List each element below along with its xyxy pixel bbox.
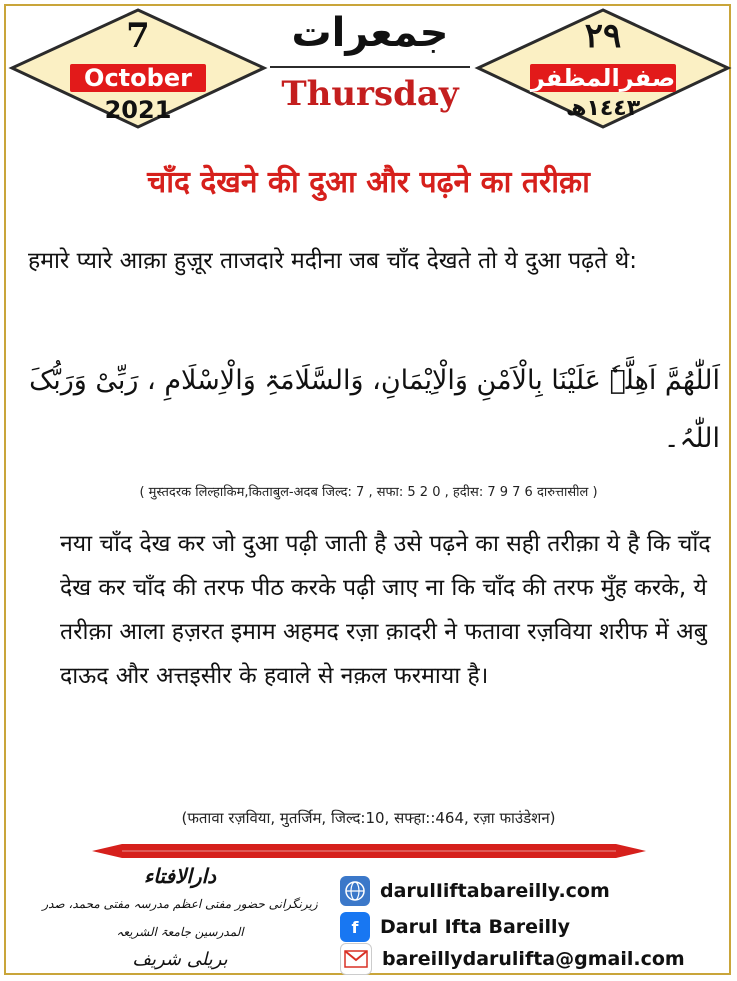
fatawa-reference: (फतावा रज़विया, मुतर्जिम, जिल्द:10, सफ्हा::464, रज़ा फाउंडेशन): [181, 809, 556, 827]
page-title: चाँद देखने की दुआ और पढ़ने का तरीक़ा: [147, 165, 590, 200]
gregorian-date-badge: [8, 6, 268, 131]
intro-paragraph: हमारे प्यारे आक़ा हुज़ूर ताजदारे मदीना जब चाँद देखते तो ये दुआ पढ़ते थे:: [28, 248, 637, 274]
facebook-contact[interactable]: [340, 910, 570, 944]
hijri-year: ١٤٤٣ھ: [565, 96, 641, 121]
email-contact[interactable]: [340, 942, 685, 976]
gregorian-month: October: [70, 64, 206, 92]
darul-ifta-credit: [30, 862, 330, 974]
credit-line-2: زیرنگرانی حضور مفتی اعظم مدرسہ مفتی محمد، صدر المدرسین جامعۃ الشریعہ: [42, 897, 318, 939]
red-divider: [92, 842, 646, 860]
hadith-reference: ( मुस्तदरक लिल्हाकिम,किताबुल-अदब जिल्द: 7 , सफा: 5 2 0 , हदीस: 7 9 7 6 दारुत्तासील ): [139, 485, 598, 500]
method-paragraph: नया चाँद देख कर जो दुआ पढ़ी जाती है उसे पढ़ने का सही तरीक़ा ये है कि चाँद देख कर चाँद की तरफ पीठ करके पढ़ी जाए ना कि चाँद की तरफ मुँह करके, ये तरीक़ा आला हज़रत इमाम अहमद रज़ा क़ादरी ने फतावा रज़विया शरीफ में अबु दाऊद और अत्तइसीर के हवाले से नक़ल फरमाया है।: [60, 531, 711, 689]
facebook-icon: f: [340, 912, 370, 942]
facebook-link[interactable]: Darul Ifta Bareilly: [380, 916, 570, 938]
day-name-english: Thursday: [281, 74, 459, 114]
gregorian-day: 7: [126, 16, 150, 56]
gmail-icon: [340, 943, 372, 975]
website-link[interactable]: darulIiftabareilly.com: [380, 880, 610, 902]
gregorian-year: 2021: [104, 96, 172, 124]
day-name-urdu: جمعرات: [291, 10, 449, 56]
credit-line-1: دارالافتاء: [143, 864, 217, 888]
website-contact[interactable]: [340, 874, 610, 908]
dua-arabic-text: اَللّٰھُمَّ اَھِلَّہٗ عَلَیْنَا بِالْاَمْنِ وَالْاِیْمَانِ، وَالسَّلَامَۃِ وَالْاِسْلَامِ ، رَبِّیْ وَرَبُّکَ اللّٰہُ۔: [29, 365, 720, 454]
email-link[interactable]: bareillydarulifta@gmail.com: [382, 948, 685, 970]
credit-line-3: بریلی شریف: [132, 949, 228, 970]
hijri-day: ۲۹: [584, 16, 622, 56]
globe-icon: [340, 876, 370, 906]
date-header: [0, 0, 737, 135]
hijri-date-badge: [474, 6, 732, 131]
header-line: [270, 62, 470, 72]
hijri-month: صفرالمظفر: [530, 64, 676, 92]
